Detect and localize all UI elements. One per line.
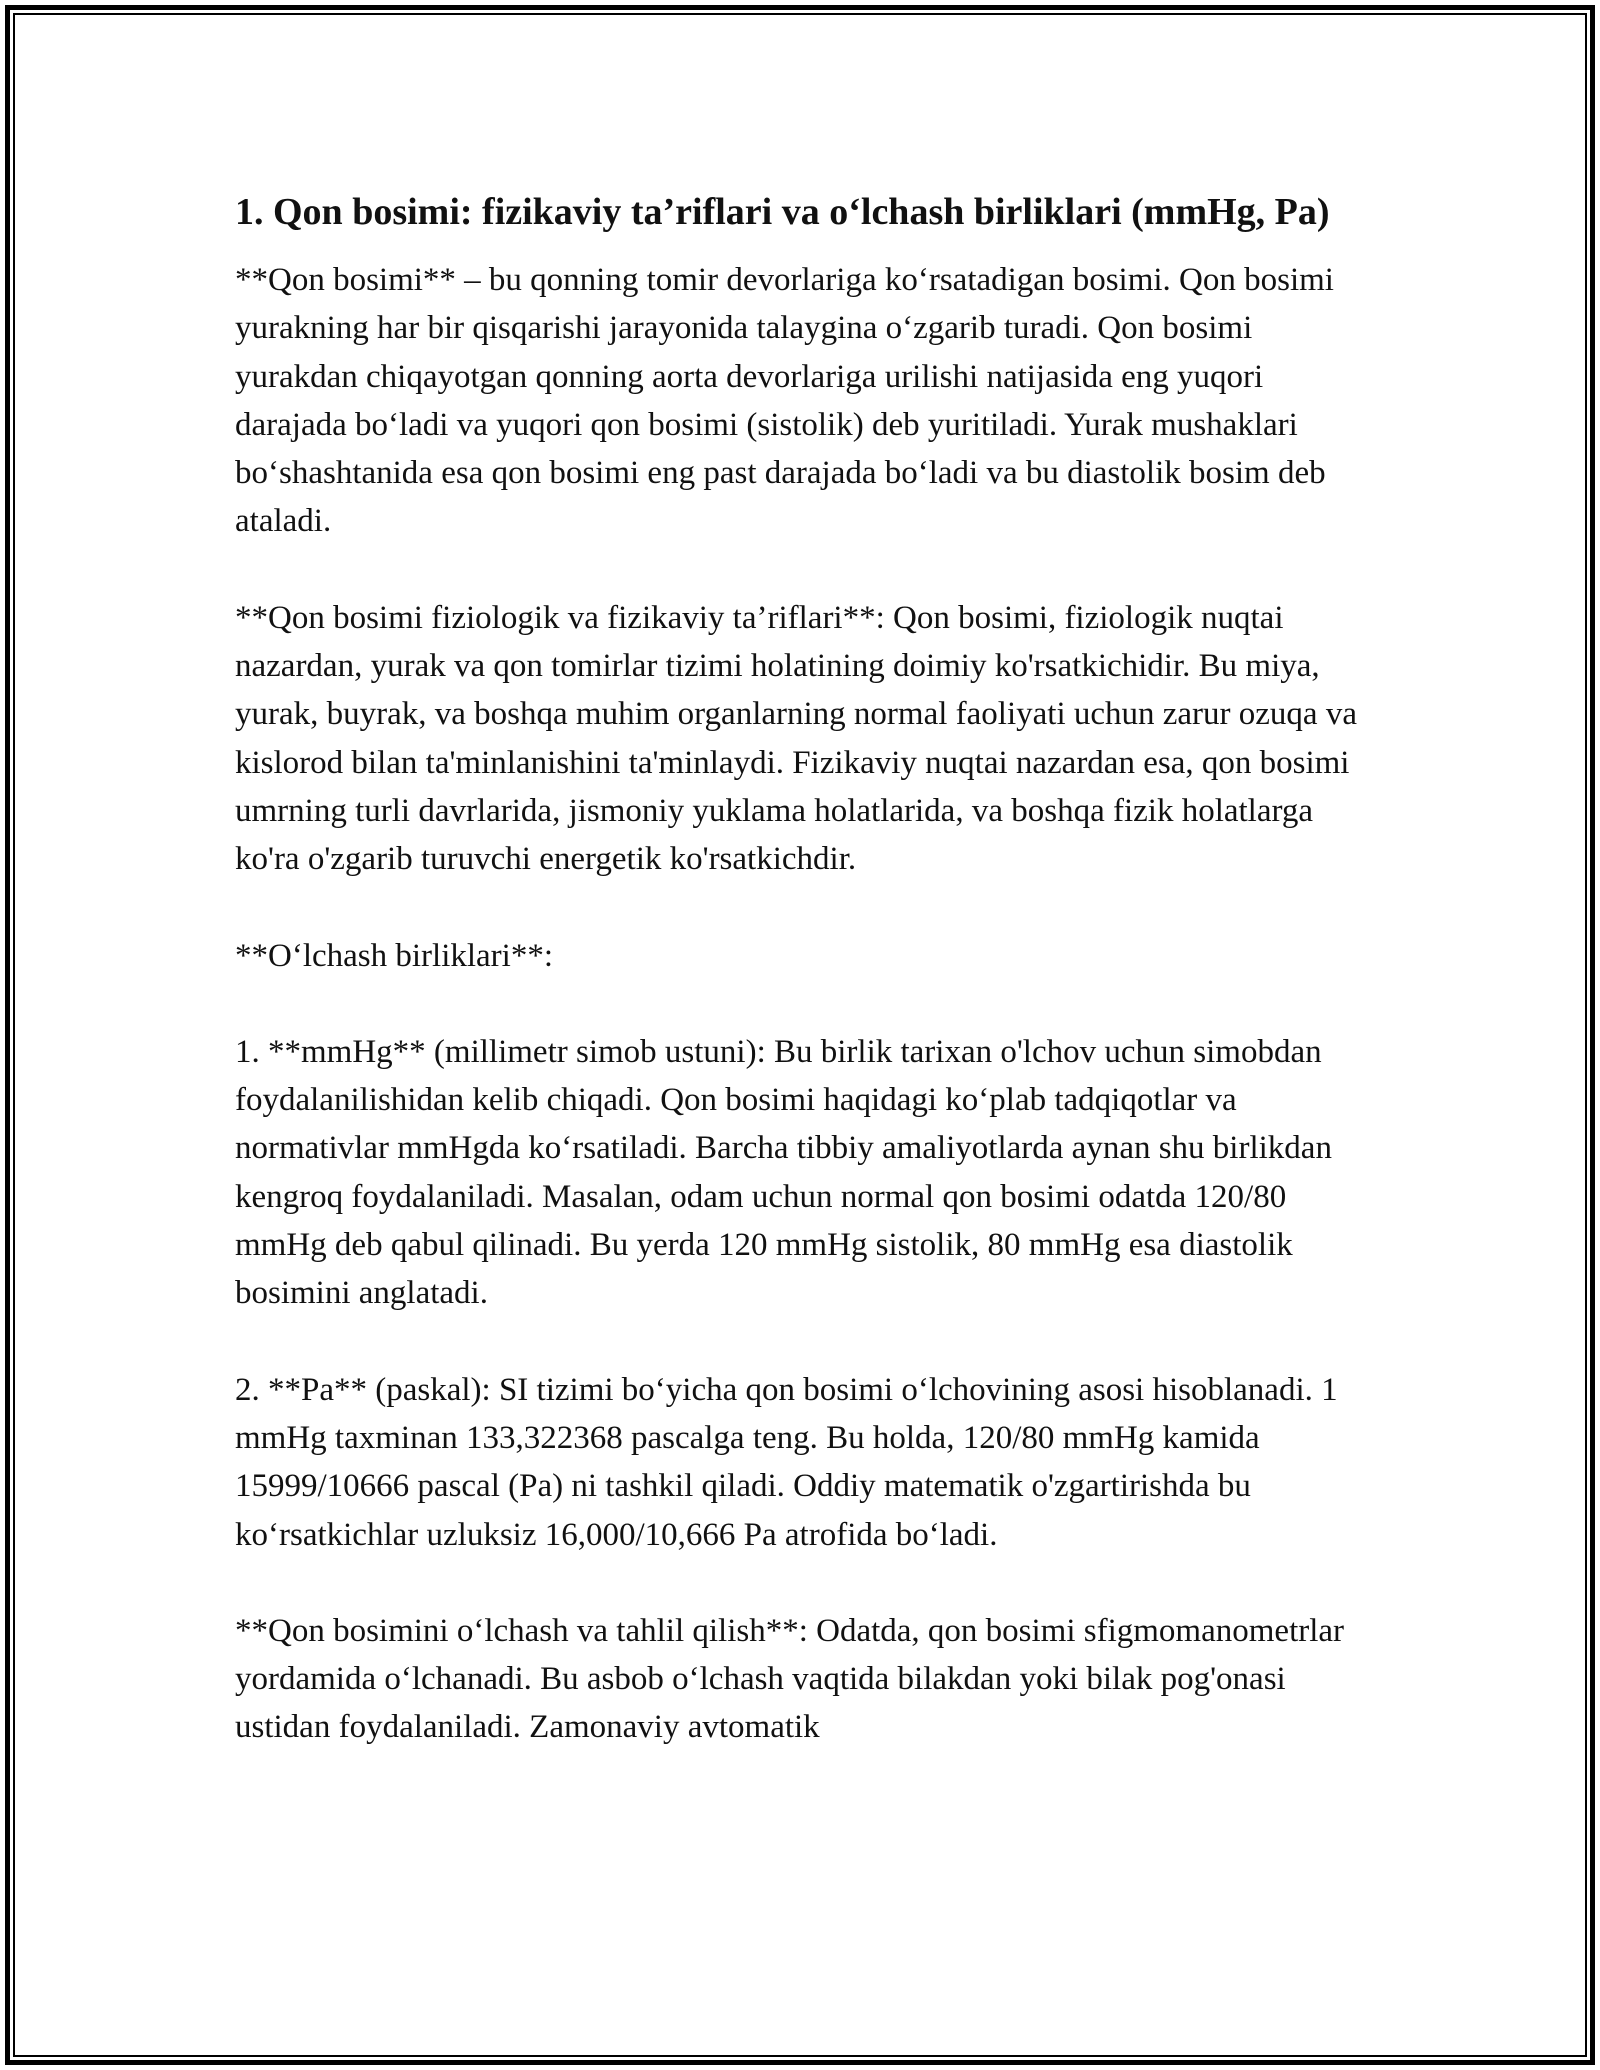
paragraph-mmhg-unit: 1. **mmHg** (millimetr simob ustuni): Bu birlik tarixan o'lchov uchun simobdan foydalanilishidan kelib chiqadi. Qon bosimi haqidagi ko‘plab tadqiqotlar va normativlar mmHgda ko‘rsatiladi. Barcha tibbiy amaliyotlarda aynan shu birlikdan kengroq foydalaniladi. Masalan, odam uchun normal qon bosimi odatda 120/80 mmHg deb qabul qilinadi. Bu yerda 120 mmHg sistolik, 80 mmHg esa diastolik bosimini anglatadi. [235,1033,1332,1312]
paragraph-measurement-units-heading: **O‘lchash birliklari**: [235,937,554,974]
paragraph-measurement-analysis: **Qon bosimini o‘lchash va tahlil qilish**: Odatda, qon bosimi sfigmomanometrlar yordamida o‘lchanadi. Bu asbob o‘lchash vaqtida bilakdan yoki bilak pog'onasi ustidan foydalaniladi. Zamonaviy avtomatik [235,1612,1345,1746]
paragraph-physiological-physical-definitions: **Qon bosimi fiziologik va fizikaviy ta’riflari**: Qon bosimi, fiziologik nuqtai nazardan, yurak va qon tomirlar tizimi holatining doimiy ko'rsatkichidir. Bu miya, yurak, buyrak, va boshqa muhim organlarning normal faoliyati uchun zarur ozuqa va kislorod bilan ta'minlanishini ta'minlaydi. Fizikaviy nuqtai nazardan esa, qon bosimi umrning turli davrlarida, jismoniy yuklama holatlarida, va boshqa fizik holatlarga ko'ra o'zgarib turuvchi energetik ko'rsatkichdir. [235,599,1357,878]
document-heading: 1. Qon bosimi: fizikaviy ta’riflari va o‘lchash birliklari (mmHg, Pa) [235,191,1330,233]
paragraph-pa-unit: 2. **Pa** (paskal): SI tizimi bo‘yicha qon bosimi o‘lchovining asosi hisoblanadi. 1 mmHg taxminan 133,322368 pascalga teng. Bu holda, 120/80 mmHg kamida 15999/10666 pascal (Pa) ni tashkil qiladi. Oddiy matematik o'zgartirishda bu ko‘rsatkichlar uzluksiz 16,000/10,666 Pa atrofida bo‘ladi. [235,1371,1338,1553]
paragraph-blood-pressure-definition: **Qon bosimi** – bu qonning tomir devorlariga ko‘rsatadigan bosimi. Qon bosimi yurakning har bir qisqarishi jarayonida talaygina o‘zgarib turadi. Qon bosimi yurakdan chiqayotgan qonning aorta devorlariga urilishi natijasida eng yuqori darajada bo‘ladi va yuqori qon bosimi (sistolik) deb yuritiladi. Yurak mushaklari bo‘shashtanida esa qon bosimi eng past darajada bo‘ladi va bu diastolik bosim deb ataladi. [235,262,1334,540]
document-body [235,184,1375,1800]
